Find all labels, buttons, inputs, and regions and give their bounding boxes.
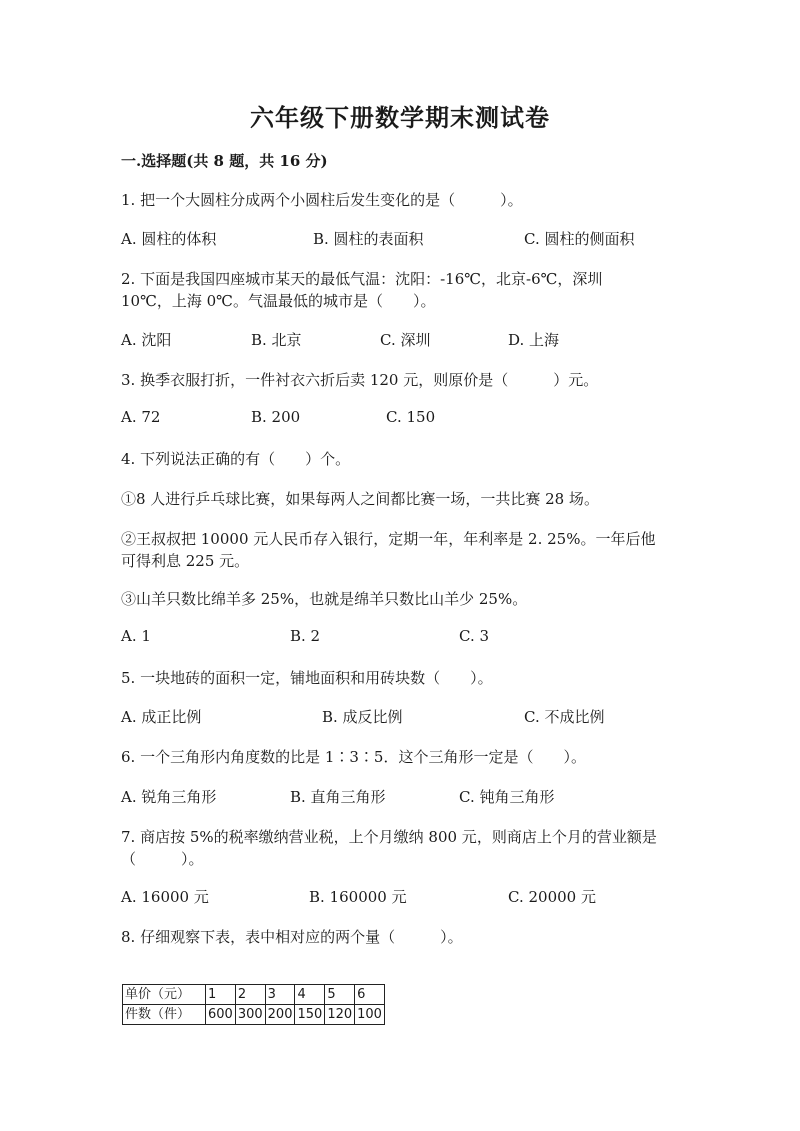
table-row	[123, 985, 385, 1005]
table-cell: 100	[355, 1005, 385, 1025]
question-3-option-a: A. 72	[121, 408, 161, 426]
question-5-option-b: B. 成反比例	[322, 708, 403, 726]
question-2-option-d: D. 上海	[508, 331, 560, 349]
question-4-statement-2-line-1: ②王叔叔把 10000 元人民币存入银行，定期一年，年利率是 2. 25%。一年后他	[121, 530, 656, 548]
question-7-option-b: B. 160000 元	[309, 888, 407, 906]
table-cell: 200	[265, 1005, 295, 1025]
table-cell: 5	[325, 985, 355, 1005]
question-5-stem: 5. 一块地砖的面积一定，铺地面积和用砖块数（ ）。	[121, 669, 493, 687]
table-cell: 120	[325, 1005, 355, 1025]
question-8-stem: 8. 仔细观察下表，表中相对应的两个量（ ）。	[121, 928, 463, 946]
question-6-option-b: B. 直角三角形	[290, 788, 386, 806]
question-6-option-a: A. 锐角三角形	[121, 788, 217, 806]
question-4-stem: 4. 下列说法正确的有（ ）个。	[121, 450, 351, 468]
question-2-stem-line-2: 10℃，上海 0℃。气温最低的城市是（ ）。	[121, 292, 436, 310]
question-7-option-a: A. 16000 元	[121, 888, 209, 906]
question-4-option-a: A. 1	[121, 627, 151, 645]
question-4-statement-1: ①8 人进行乒乓球比赛，如果每两人之间都比赛一场，一共比赛 28 场。	[121, 490, 599, 508]
table-row-label: 件数（件）	[123, 1005, 206, 1025]
question-1-option-a: A. 圆柱的体积	[121, 230, 217, 248]
section-heading: 一.选择题(共 8 题，共 16 分)	[121, 152, 328, 170]
table-cell: 3	[265, 985, 295, 1005]
table-cell: 600	[206, 1005, 236, 1025]
table-row-label: 单价（元）	[123, 985, 206, 1005]
table-cell: 150	[295, 1005, 325, 1025]
question-4-statement-2-line-2: 可得利息 225 元。	[121, 552, 250, 570]
question-2-option-a: A. 沈阳	[121, 331, 172, 349]
question-7-option-c: C. 20000 元	[508, 888, 596, 906]
question-1-stem: 1. 把一个大圆柱分成两个小圆柱后发生变化的是（ ）。	[121, 191, 523, 209]
question-2-stem-line-1: 2. 下面是我国四座城市某天的最低气温：沈阳：-16℃，北京-6℃，深圳	[121, 270, 603, 288]
question-4-statement-3: ③山羊只数比绵羊多 25%，也就是绵羊只数比山羊少 25%。	[121, 590, 528, 608]
question-4-option-c: C. 3	[459, 627, 490, 645]
question-1-option-b: B. 圆柱的表面积	[313, 230, 424, 248]
page-title: 六年级下册数学期末测试卷	[250, 104, 550, 132]
question-5-option-c: C. 不成比例	[524, 708, 605, 726]
price-quantity-table	[122, 984, 385, 1025]
question-6-stem: 6. 一个三角形内角度数的比是 1∶3∶5．这个三角形一定是（ ）。	[121, 748, 586, 766]
table-cell: 6	[355, 985, 385, 1005]
question-2-option-b: B. 北京	[251, 331, 302, 349]
table-cell: 300	[235, 1005, 265, 1025]
question-2-option-c: C. 深圳	[380, 331, 431, 349]
table-cell: 4	[295, 985, 325, 1005]
question-3-stem: 3. 换季衣服打折，一件衬衣六折后卖 120 元，则原价是（ ）元。	[121, 371, 599, 389]
table-cell: 2	[235, 985, 265, 1005]
question-5-option-a: A. 成正比例	[121, 708, 202, 726]
question-6-option-c: C. 钝角三角形	[459, 788, 555, 806]
question-7-stem-line-1: 7. 商店按 5%的税率缴纳营业税，上个月缴纳 800 元，则商店上个月的营业额是	[121, 828, 657, 846]
question-3-option-b: B. 200	[251, 408, 301, 426]
question-3-option-c: C. 150	[386, 408, 436, 426]
table-row	[123, 1005, 385, 1025]
question-4-option-b: B. 2	[290, 627, 321, 645]
question-1-option-c: C. 圆柱的侧面积	[524, 230, 635, 248]
table-cell: 1	[206, 985, 236, 1005]
question-7-stem-line-2: （ ）。	[121, 850, 204, 868]
